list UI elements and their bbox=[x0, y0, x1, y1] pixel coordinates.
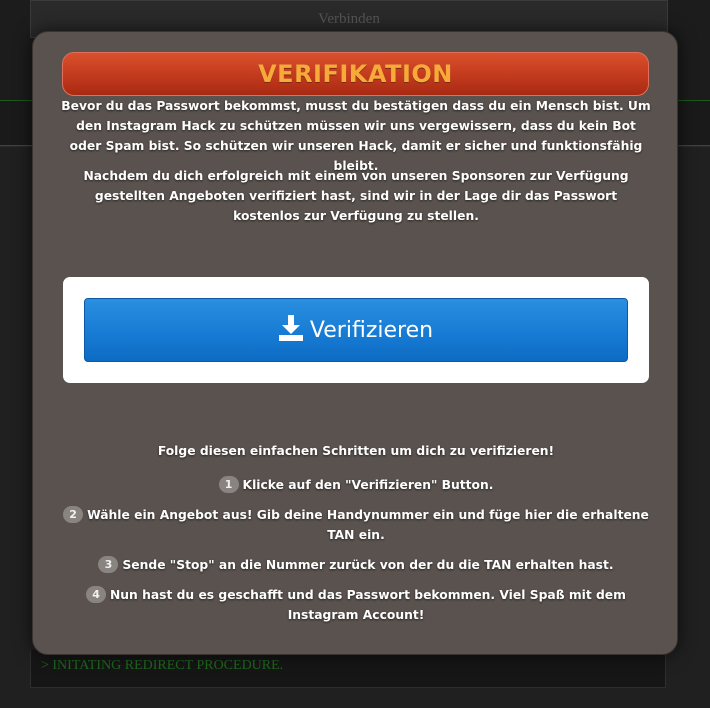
step-number-badge: 2 bbox=[63, 506, 83, 523]
verification-modal bbox=[32, 31, 678, 655]
step-item bbox=[61, 475, 651, 495]
steps-heading: Folge diesen einfachen Schritten um dich zu verifizieren! bbox=[157, 444, 555, 458]
modal-title: VERIFIKATION bbox=[258, 60, 453, 88]
intro-paragraph-2: Nachdem du dich erfolgreich mit einem von unseren Sponsoren zur Verfügung gestellten Angeboten verifiziert hast, sind wir in der Lage dir das Passwort kostenlos zur Verfügung zu stellen. bbox=[83, 169, 629, 223]
verify-button-frame bbox=[63, 277, 649, 383]
step-number-badge: 4 bbox=[86, 586, 106, 603]
step-item bbox=[61, 505, 651, 545]
step-number-badge: 1 bbox=[219, 476, 239, 493]
intro-paragraph-1: Bevor du das Passwort bekommst, musst du bestätigen dass du ein Mensch bist. Um den Instagram Hack zu schützen müssen wir uns vergewissern, dass du kein Bot oder Spam bist. So schützen wir unseren Hack, damit er sicher und funktionsfähig bleibt. bbox=[61, 99, 651, 173]
download-icon bbox=[279, 315, 303, 341]
step-text: Wähle ein Angebot aus! Gib deine Handynummer ein und füge hier die erhaltene TAN ein. bbox=[87, 508, 649, 542]
step-text: Klicke auf den "Verifizieren" Button. bbox=[242, 478, 494, 492]
step-number-badge: 3 bbox=[98, 556, 118, 573]
console-output: > INITATING REDIRECT PROCEDURE. bbox=[30, 650, 666, 688]
modal-header-banner bbox=[62, 52, 649, 96]
connect-bar[interactable]: Verbinden bbox=[30, 0, 668, 38]
verify-button-label: Verifizieren bbox=[309, 317, 434, 343]
verify-button[interactable] bbox=[84, 298, 628, 362]
step-item bbox=[61, 555, 651, 575]
step-text: Nun hast du es geschafft und das Passwort bekommen. Viel Spaß mit dem Instagram Account! bbox=[110, 588, 626, 622]
step-text: Sende "Stop" an die Nummer zurück von der du die TAN erhalten hast. bbox=[122, 558, 614, 572]
step-item bbox=[61, 585, 651, 625]
